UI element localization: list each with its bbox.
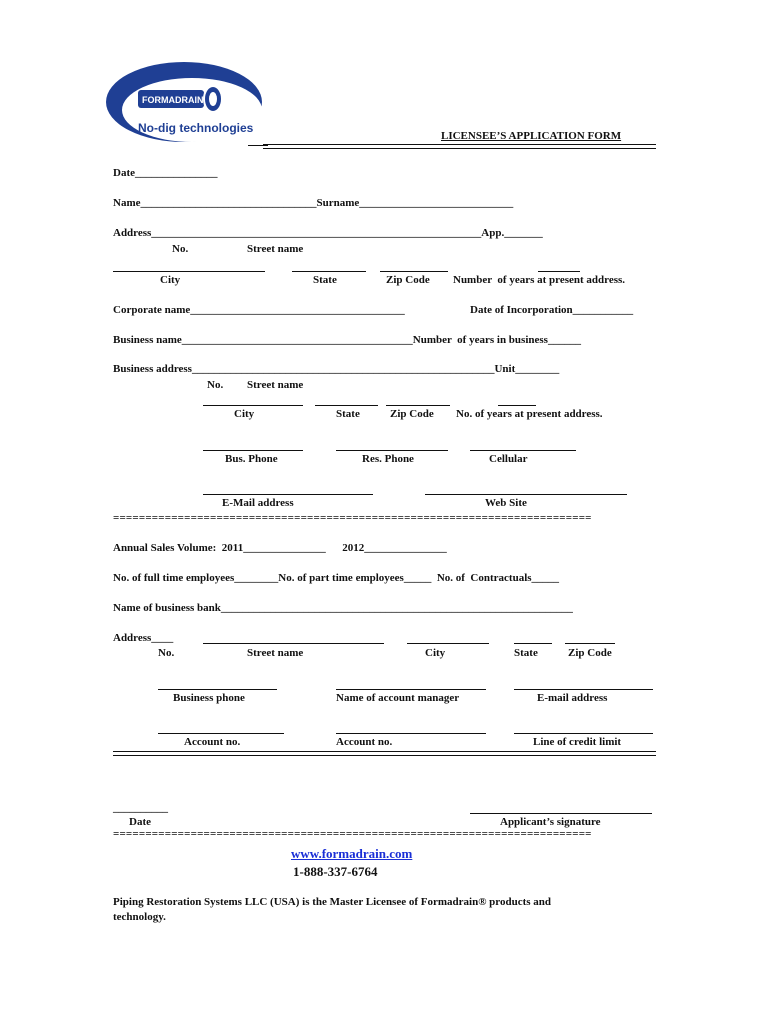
bus-phone-line[interactable] <box>203 450 303 451</box>
address-field[interactable]: Address____________________________________________________________App._______ <box>113 227 543 239</box>
bank-city-line[interactable] <box>407 643 489 644</box>
credit-limit-line[interactable] <box>514 733 653 734</box>
credit-limit-label: Line of credit limit <box>533 736 622 748</box>
business-no-label: No. <box>207 379 224 391</box>
signature-date-line[interactable]: __________ <box>113 802 168 814</box>
account-no-2-line[interactable] <box>336 733 486 734</box>
business-state-label: State <box>336 408 360 420</box>
logo-graphic <box>106 60 266 142</box>
bank-street-line[interactable] <box>203 643 384 644</box>
res-phone-label: Res. Phone <box>362 453 414 465</box>
business-years-label: No. of years at present address. <box>456 408 603 420</box>
phone-number: 1-888-337-6764 <box>293 864 378 879</box>
zip-line[interactable] <box>380 271 448 272</box>
website-label: Web Site <box>485 497 527 509</box>
business-zip-label: Zip Code <box>390 408 434 420</box>
employees-field[interactable]: No. of full time employees________No. of part time employees_____ No. of Contractuals_____ <box>113 572 560 584</box>
business-city-label: City <box>234 408 255 420</box>
formadrain-logo <box>106 60 266 145</box>
bank-street-label: Street name <box>247 647 304 659</box>
no-label: No. <box>172 243 189 255</box>
website-line[interactable] <box>425 494 627 495</box>
section-divider: ========================================================================== <box>113 513 592 523</box>
state-line[interactable] <box>292 271 366 272</box>
bank-address-field[interactable]: Address____ <box>113 632 174 644</box>
footer-divider: ========================================================================== <box>113 829 592 839</box>
licensee-note-line-2: technology. <box>113 911 166 923</box>
business-state-line[interactable] <box>315 405 378 406</box>
logo-brand: FORMADRAIN <box>142 95 204 105</box>
bank-zip-label: Zip Code <box>568 647 612 659</box>
business-phone-label: Business phone <box>173 692 245 704</box>
cellular-line[interactable] <box>470 450 576 451</box>
cellular-label: Cellular <box>489 453 528 465</box>
bank-zip-line[interactable] <box>565 643 615 644</box>
years-line[interactable] <box>538 271 580 272</box>
years-label: Number of years at present address. <box>453 274 626 286</box>
date-field[interactable]: Date_______________ <box>113 167 218 179</box>
city-label: City <box>160 274 181 286</box>
business-phone-line[interactable] <box>158 689 277 690</box>
bank-city-label: City <box>425 647 446 659</box>
bank-no-label: No. <box>158 647 175 659</box>
account-manager-line[interactable] <box>336 689 486 690</box>
zip-label: Zip Code <box>386 274 430 286</box>
logo-tagline: No-dig technologies <box>138 121 254 135</box>
business-zip-line[interactable] <box>386 405 450 406</box>
account-no-1-line[interactable] <box>158 733 284 734</box>
business-years-line[interactable] <box>498 405 536 406</box>
state-label: State <box>313 274 337 286</box>
business-street-label: Street name <box>247 379 304 391</box>
street-name-label: Street name <box>247 243 304 255</box>
applicant-signature-label: Applicant’s signature <box>500 816 601 828</box>
website-link[interactable]: www.formadrain.com <box>291 846 413 861</box>
bank-email-line[interactable] <box>514 689 653 690</box>
incorporation-date-field[interactable]: Date of Incorporation___________ <box>470 304 634 316</box>
email-line[interactable] <box>203 494 373 495</box>
bank-email-label: E-mail address <box>537 692 608 704</box>
city-line[interactable] <box>113 271 265 272</box>
licensee-note-line-1: Piping Restoration Systems LLC (USA) is the Master Licensee of Formadrain® products and <box>113 896 552 908</box>
sales-volume-field[interactable]: Annual Sales Volume: 2011_______________ 2012_______________ <box>113 542 447 554</box>
account-no-1-label: Account no. <box>184 736 241 748</box>
bus-phone-label: Bus. Phone <box>225 453 278 465</box>
res-phone-line[interactable] <box>336 450 448 451</box>
account-manager-label: Name of account manager <box>336 692 460 704</box>
business-name-field[interactable]: Business name__________________________________________Number of years in business______ <box>113 334 581 346</box>
financial-rule <box>113 751 656 756</box>
header-rule <box>263 144 656 149</box>
applicant-signature-line[interactable] <box>470 813 652 814</box>
corporate-name-field[interactable]: Corporate name_______________________________________ <box>113 304 405 316</box>
business-address-field[interactable]: Business address_______________________________________________________Unit________ <box>113 363 560 375</box>
email-label: E-Mail address <box>222 497 294 509</box>
business-city-line[interactable] <box>203 405 303 406</box>
name-field[interactable]: Name________________________________Surname____________________________ <box>113 197 514 209</box>
form-title: LICENSEE’S APPLICATION FORM <box>441 130 622 142</box>
account-no-2-label: Account no. <box>336 736 393 748</box>
signature-date-label: Date <box>129 816 151 828</box>
bank-state-line[interactable] <box>514 643 552 644</box>
bank-state-label: State <box>514 647 538 659</box>
business-bank-field[interactable]: Name of business bank________________________________________________________________ <box>113 602 573 614</box>
